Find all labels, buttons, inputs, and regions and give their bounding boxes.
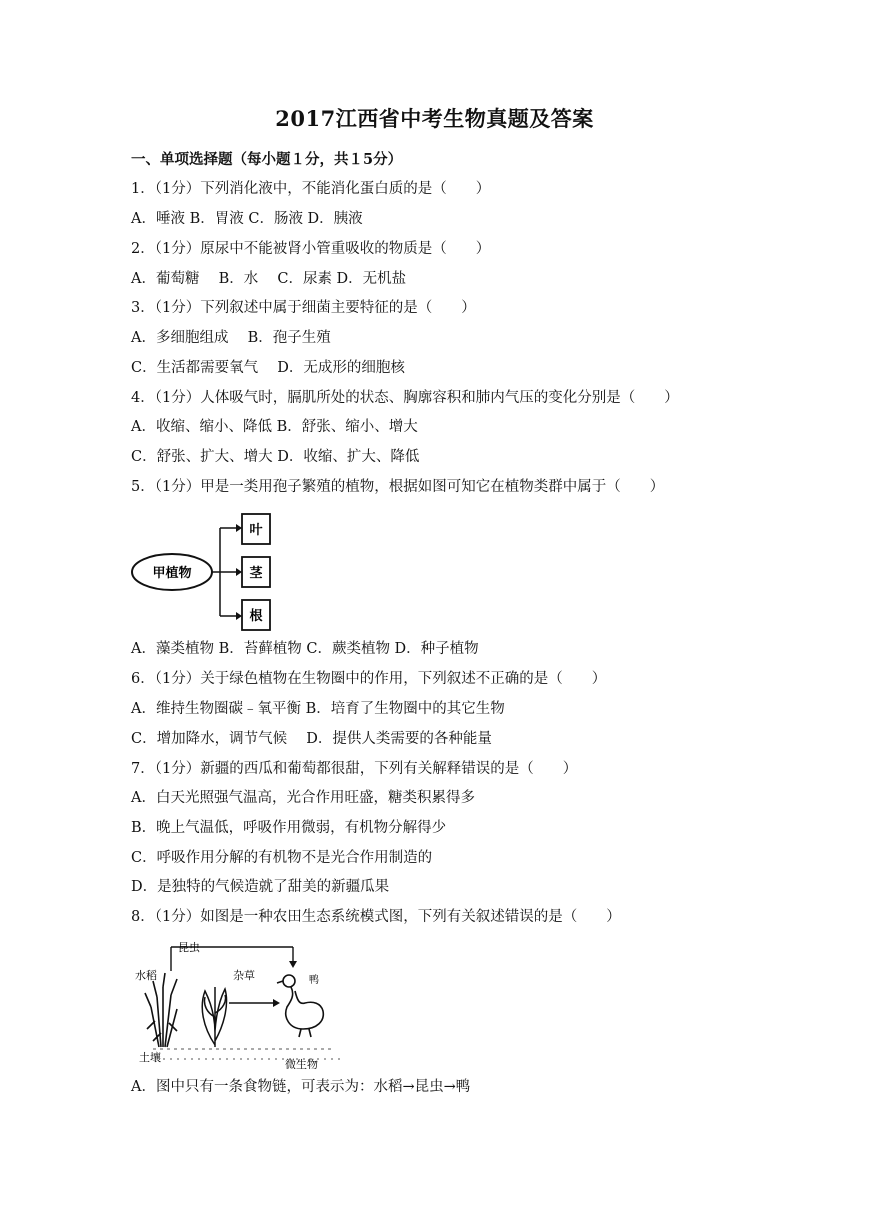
farmland-ecosystem-diagram [133, 937, 358, 1069]
weed-plant-icon [202, 987, 226, 1047]
microbe-label: 微生物 [285, 1058, 318, 1069]
question-3-options-ab: A．多细胞组成 B．孢子生殖 [131, 330, 331, 346]
question-2: 2．（1分）原尿中不能被肾小管重吸收的物质是（ ） [131, 241, 491, 257]
document-title: 2017江西省中考生物真题及答案 [275, 106, 594, 131]
question-7-option-c: C．呼吸作用分解的有机物不是光合作用制造的 [131, 850, 433, 866]
question-1-options: A．唾液 B．胃液 C．肠液 D．胰液 [131, 211, 363, 227]
duck-label: 鸭 [309, 975, 319, 986]
question-6-options-cd: C．增加降水，调节气候 D．提供人类需要的各种能量 [131, 731, 492, 747]
question-4-options-ab: A．收缩、缩小、降低 B．舒张、缩小、增大 [131, 419, 418, 435]
plant-structure-diagram [128, 506, 288, 631]
rice-plant-icon [145, 973, 177, 1047]
question-7-option-b: B．晚上气温低，呼吸作用微弱，有机物分解得少 [131, 820, 447, 836]
center-label: 甲植物 [152, 566, 192, 581]
question-8-option-a: A．图中只有一条食物链，可表示为：水稻→昆虫→鸭 [131, 1079, 471, 1095]
section-heading: 一、单项选择题（每小题１分，共１5分） [131, 151, 403, 168]
question-3: 3．（1分）下列叙述中属于细菌主要特征的是（ ） [131, 300, 476, 316]
question-3-options-cd: C．生活都需要氧气 D．无成形的细胞核 [131, 360, 405, 376]
stem-label: 茎 [249, 566, 263, 581]
question-8: 8．（1分）如图是一种农田生态系统模式图，下列有关叙述错误的是（ ） [131, 909, 621, 925]
question-7-option-d: D．是独特的气候造就了甜美的新疆瓜果 [131, 879, 390, 895]
question-5: 5．（1分）甲是一类用孢子繁殖的植物，根据如图可知它在植物类群中属于（ ） [131, 479, 665, 495]
question-4-options-cd: C．舒张、扩大、增大 D．收缩、扩大、降低 [131, 449, 420, 465]
soil-label: 土壤 [139, 1051, 161, 1064]
question-2-options: A．葡萄糖 B．水 C．尿素 D．无机盐 [131, 271, 407, 287]
question-5-options: A．藻类植物 B．苔藓植物 C．蕨类植物 D．种子植物 [131, 641, 479, 657]
rice-label: 水稻 [135, 969, 157, 982]
question-1: 1．（1分）下列消化液中，不能消化蛋白质的是（ ） [131, 181, 491, 197]
question-7: 7．（1分）新疆的西瓜和葡萄都很甜，下列有关解释错误的是（ ） [131, 761, 578, 777]
question-6: 6．（1分）关于绿色植物在生物圈中的作用，下列叙述不正确的是（ ） [131, 671, 607, 687]
question-7-option-a: A．白天光照强气温高，光合作用旺盛，糖类积累得多 [131, 790, 475, 806]
weed-label: 杂草 [233, 969, 255, 982]
question-6-options-ab: A．维持生物圈碳﹣氧平衡 B．培育了生物圈中的其它生物 [131, 701, 505, 717]
insect-label: 昆虫 [178, 941, 200, 954]
root-label: 根 [249, 609, 263, 624]
leaf-label: 叶 [249, 523, 263, 538]
question-4: 4．（1分）人体吸气时，膈肌所处的状态、胸廓容积和肺内气压的变化分别是（ ） [131, 390, 679, 406]
